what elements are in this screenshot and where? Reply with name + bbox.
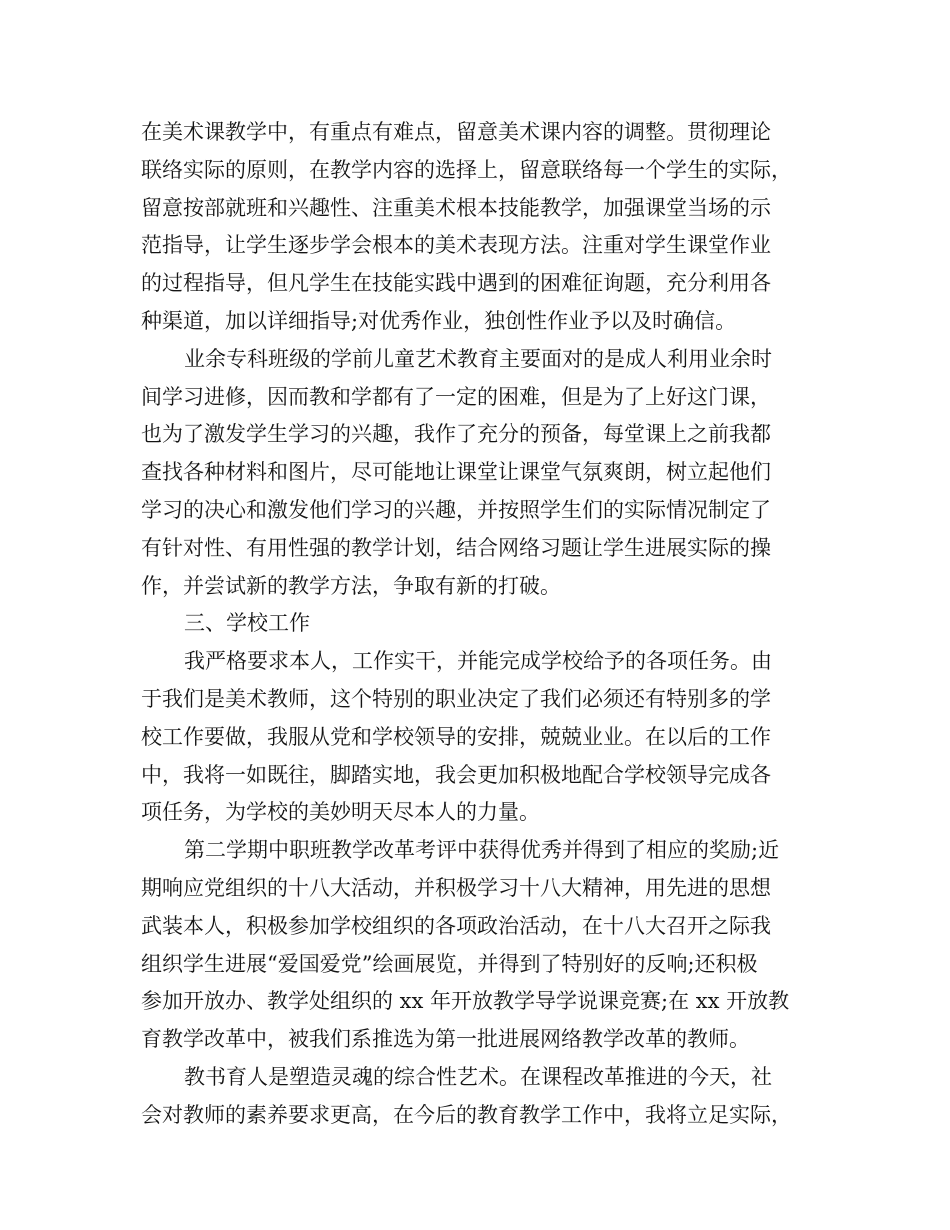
text-line: 项任务，为学校的美妙明天尽本人的力量。 [141,800,540,825]
text-line: 三、学校工作 [184,611,310,636]
text-line: 教书育人是塑造灵魂的综合性艺术。在课程改革推进的今天，社 [184,1065,772,1089]
text-line: 学习的决心和激发他们学习的兴趣，并按照学生们的实际情况制定了 [141,498,771,522]
text-line: 在美术课教学中，有重点有难点，留意美术课内容的调整。贯彻理论 [141,120,771,144]
text-line: 的过程指导，但凡学生在技能实践中遇到的困难征询题，充分利用各 [141,271,771,296]
text-line: 间学习进修，因而教和学都有了一定的困难，但是为了上好这门课， [141,384,771,409]
text-line: 种渠道，加以详细指导;对优秀作业，独创性作业予以及时确信。 [141,309,737,333]
text-line: 业余专科班级的学前儿童艺术教育主要面对的是成人利用业余时 [184,346,772,371]
text-line: 留意按部就班和兴趣性、注重美术根本技能教学，加强课堂当场的示 [141,195,771,220]
text-line: 校工作要做，我服从党和学校领导的安排，兢兢业业。在以后的工作 [141,724,771,749]
text-line: 有针对性、有用性强的教学计划，结合网络习题让学生进展实际的操 [141,535,771,560]
text-line: 组织学生进展“爱国爱党”绘画展览，并得到了特别好的反响;还积极 [141,951,758,976]
text-line: 也为了激发学生学习的兴趣，我作了充分的预备，每堂课上之前我都 [141,422,771,447]
text-line: 范指导，让学生逐步学会根本的美术表现方法。注重对学生课堂作业 [141,233,771,258]
text-line: 于我们是美术教师，这个特别的职业决定了我们必须还有特别多的学 [141,687,771,711]
text-line: 会对教师的素养要求更高，在今后的教育教学工作中，我将立足实际， [141,1102,792,1127]
text-line: 中，我将一如既往，脚踏实地，我会更加积极地配合学校领导完成各 [141,762,771,787]
text-line: 期响应党组织的十八大活动，并积极学习十八大精神，用先进的思想 [141,876,771,900]
text-line: 联络实际的原则，在教学内容的选择上，留意联络每一个学生的实际， [141,157,792,182]
text-line: 第二学期中职班教学改革考评中获得优秀并得到了相应的奖励;近 [184,838,780,863]
text-line: 武装本人，积极参加学校组织的各项政治活动，在十八大召开之际我 [141,913,771,938]
text-line: 育教学改革中，被我们系推选为第一批进展网络教学改革的教师。 [141,1027,750,1052]
text-line: 作，并尝试新的教学方法，争取有新的打破。 [141,573,561,598]
text-line: 查找各种材料和图片，尽可能地让课堂让课堂气氛爽朗，树立起他们 [141,460,771,485]
text-line: 我严格要求本人，工作实干，并能完成学校给予的各项任务。由 [184,649,772,674]
text-line: 参加开放办、教学处组织的 xx 年开放教学导学说课竞赛;在 xx 开放教 [141,989,790,1014]
